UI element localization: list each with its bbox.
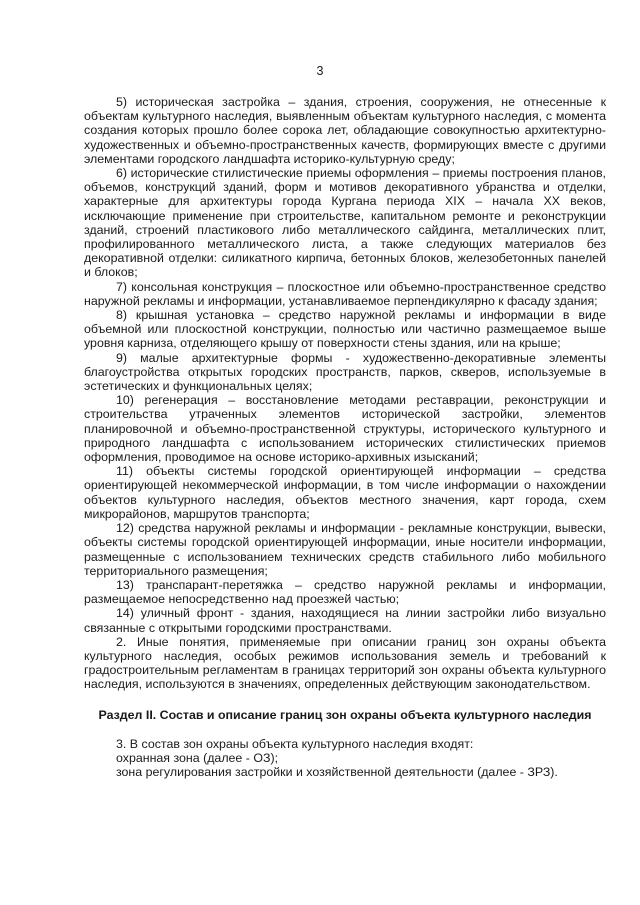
section-heading: Раздел II. Состав и описание границ зон охраны объекта культурного наследия <box>98 707 592 722</box>
clause-3-intro: 3. В состав зон охраны объекта культурного наследия входят: <box>116 736 474 751</box>
definition-paragraph-6: 6) исторические стилистические приемы оформления – приемы построения планов, объемов, конструкций зданий, форм и мотивов декоративного убранства и отделки, характерные для архитектуры города Кургана периода XIX – начала XX веков, исключающие применение при строительстве, капитальном ремонте и реконструкции зданий, строений пластикового либо металлического сайдинга, металлических плит, профилированного металлического листа, а также следующих материалов без декоративной отделки: силикатного кирпича, бетонных блоков, железобетонных панелей и блоков; <box>84 166 606 280</box>
document-body <box>84 95 606 779</box>
definition-paragraph-5: 5) историческая застройка – здания, строения, сооружения, не отнесенные к объектам культурного наследия, выявленным объектам культурного наследия, с момента создания которых прошло более сорока лет, обладающие совокупностью архитектурно-художественных и объемно-пространственных качеств, формирующих вместе с другими элементами городского ландшафта историко-культурную среду; <box>84 95 606 166</box>
definition-paragraph-10: 10) регенерация – восстановление методами реставрации, реконструкции и строительства утраченных элементов исторической застройки, элементов планировочной и объемно-пространственной структуры, исторического культурного и природного ландшафта с использованием исторических стилистических приемов оформления, проводимое на основе историко-архивных изысканий; <box>84 393 606 465</box>
definition-paragraph-12: 12) средства наружной рекламы и информации - рекламные конструкции, вывески, объекты системы городской ориентирующей информации, иные носители информации, размещенные с использованием технических средств стабильного либо мобильного территориального размещения; <box>84 521 606 578</box>
definition-paragraph-14: 14) уличный фронт - здания, находящиеся на линии застройки либо визуально связанные с открытыми городскими пространствами. <box>84 606 606 635</box>
zone-item-zrz: зона регулирования застройки и хозяйственной деятельности (далее - ЗРЗ). <box>116 765 558 780</box>
page-number: 3 <box>316 64 324 78</box>
zone-item-oz: охранная зона (далее - ОЗ); <box>116 750 279 765</box>
clause-2-paragraph: 2. Иные понятия, применяемые при описании границ зон охраны объекта культурного наследия, особых режимов использования земель и требований к градостроительным регламентам в границах территорий зон охраны объекта культурного наследия, используются в значениях, определенных действующим законодательством. <box>84 634 606 692</box>
definition-paragraph-7: 7) консольная конструкция – плоскостное или объемно-пространственное средство наружной рекламы и информации, устанавливаемое перпендикулярно к фасаду здания; <box>84 279 606 308</box>
definition-paragraph-11: 11) объекты системы городской ориентирующей информации – средства ориентирующей некоммерческой информации, в том числе информации о нахождении объектов культурного наследия, объектов местного значения, карт города, схем микрорайонов, маршрутов транспорта; <box>84 464 606 521</box>
definition-paragraph-8: 8) крышная установка – средство наружной рекламы и информации в виде объемной или плоскостной конструкции, полностью или частично размещаемое выше уровня карниза, отделяющего крышу от поверхности стены здания, или на крыше; <box>84 308 606 351</box>
definition-paragraph-9: 9) малые архитектурные формы - художественно-декоративные элементы благоустройства открытых городских пространств, парков, скверов, используемые в эстетических и функциональных целях; <box>84 350 606 394</box>
definition-paragraph-13: 13) транспарант-перетяжка – средство наружной рекламы и информации, размещаемое непосредственно над проезжей частью; <box>84 577 606 607</box>
